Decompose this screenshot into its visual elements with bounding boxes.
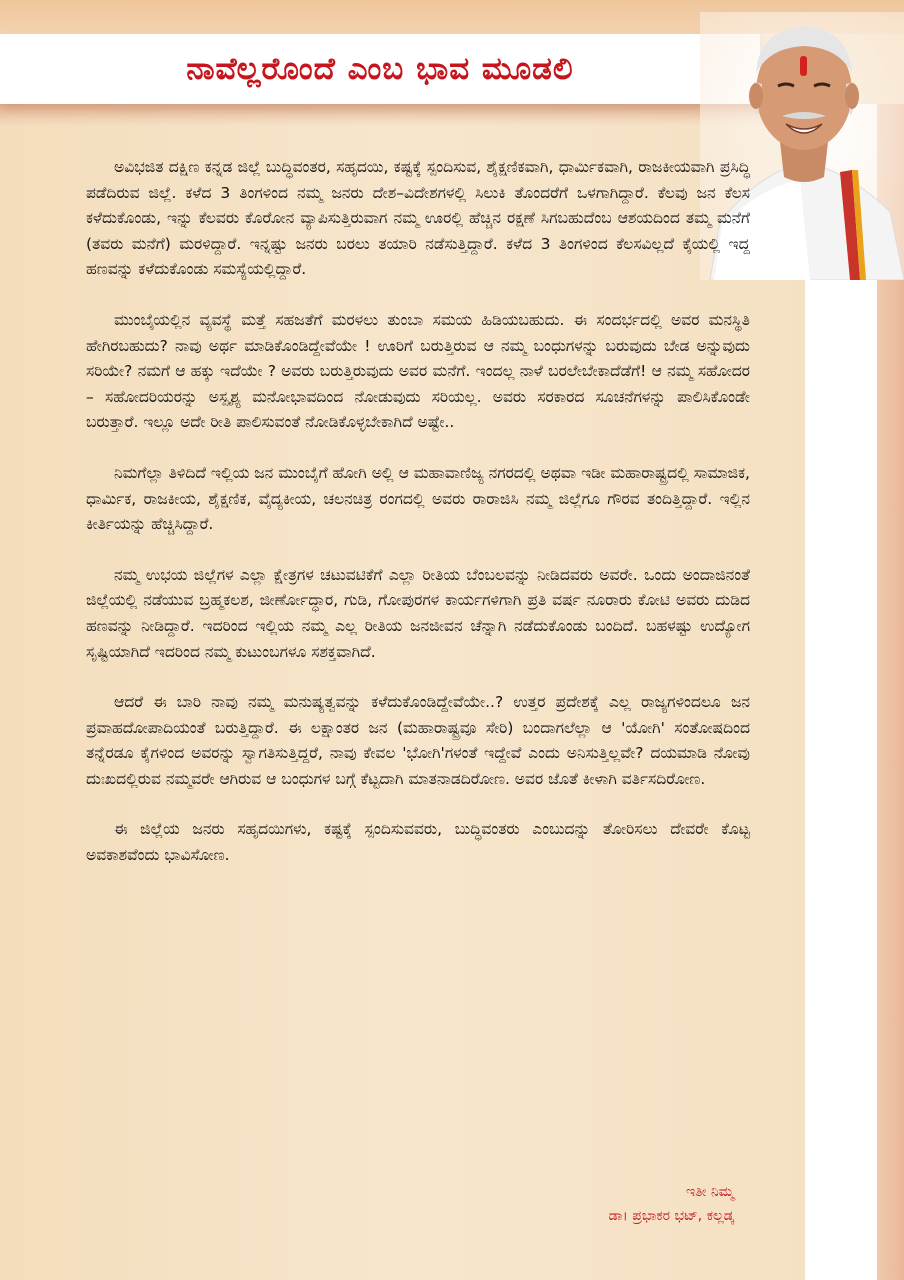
- article-body: [86, 155, 750, 894]
- paragraph-1: ಅವಿಭಜಿತ ದಕ್ಷಿಣ ಕನ್ನಡ ಜಿಲ್ಲೆ ಬುದ್ಧಿವಂತರ, ಸಹೃದಯಿ, ಕಷ್ಟಕ್ಕೆ ಸ್ಪಂದಿಸುವ, ಶೈಕ್ಷಣಿಕವಾಗಿ, ಧಾರ್ಮಿಕವಾಗಿ, ರಾಜಕೀಯವಾಗಿ ಪ್ರಸಿದ್ಧಿ ಪಡೆದಿರುವ ಜಿಲ್ಲೆ. ಕಳೆದ 3 ತಿಂಗಳಿಂದ ನಮ್ಮ ಜನರು ದೇಶ–ವಿದೇಶಗಳಲ್ಲಿ ಸಿಲುಕಿ ತೊಂದರೆಗೆ ಒಳಗಾಗಿದ್ದಾರೆ. ಕೆಲವು ಜನ ಕೆಲಸ ಕಳೆದುಕೊಂಡು, ಇನ್ನು ಕೆಲವರು ಕೊರೋನ ವ್ಯಾಪಿಸುತ್ತಿರುವಾಗ ನಮ್ಮ ಊರಲ್ಲಿ ಹೆಚ್ಚಿನ ರಕ್ಷಣೆ ಸಿಗಬಹುದೆಂಬ ಆಶಯದಿಂದ ತಮ್ಮ ಮನೆಗೆ (ತವರು ಮನೆಗೆ) ಮರಳಿದ್ದಾರೆ. ಇನ್ನಷ್ಟು ಜನರು ಬರಲು ತಯಾರಿ ನಡೆಸುತ್ತಿದ್ದಾರೆ. ಕಳೆದ 3 ತಿಂಗಳಿಂದ ಕೆಲಸವಿಲ್ಲದೆ ಕೈಯಲ್ಲಿ ಇದ್ದ ಹಣವನ್ನು ಕಳೆದುಕೊಂಡು ಸಮಸ್ಯೆಯಲ್ಲಿದ್ದಾರೆ.: [86, 158, 750, 279]
- right-white-strip: [805, 104, 877, 1280]
- paragraph-3: ನಿಮಗೆಲ್ಲಾ ತಿಳಿದಿದೆ ಇಲ್ಲಿಯ ಜನ ಮುಂಬೈಗೆ ಹೋಗಿ ಅಲ್ಲಿ ಆ ಮಹಾವಾಣಿಜ್ಯ ನಗರದಲ್ಲಿ ಅಥವಾ ಇಡೀ ಮಹಾರಾಷ್ಟ್ರದಲ್ಲಿ ಸಾಮಾಜಿಕ, ಧಾರ್ಮಿಕ, ರಾಜಕೀಯ, ಶೈಕ್ಷಣಿಕ, ವೈದ್ಯಕೀಯ, ಚಲನಚಿತ್ರ ರಂಗದಲ್ಲಿ ಅವರು ರಾರಾಜಿಸಿ ನಮ್ಮ ಜಿಲ್ಲೆಗೂ ಗೌರವ ತಂದಿತ್ತಿದ್ದಾರೆ. ಇಲ್ಲಿನ ಕೀರ್ತಿಯನ್ನು ಹೆಚ್ಚಿಸಿದ್ದಾರೆ.: [86, 463, 750, 534]
- signature-block: [609, 1180, 734, 1228]
- paragraph-6: ಈ ಜಿಲ್ಲೆಯ ಜನರು ಸಹೃದಯಿಗಳು, ಕಷ್ಟಕ್ಕೆ ಸ್ಪಂದಿಸುವವರು, ಬುದ್ಧಿವಂತರು ಎಂಬುದನ್ನು ತೋರಿಸಲು ದೇವರೇ ಕೊಟ್ಟ ಅವಕಾಶವೆಂದು ಭಾವಿಸೋಣ.: [86, 820, 750, 865]
- signature-closing: ಇತೀ ನಿಮ್ಮ: [685, 1184, 734, 1200]
- title-banner: [0, 34, 760, 104]
- title-shadow: [0, 104, 800, 126]
- right-edge-stripe: [877, 104, 904, 1280]
- signature-author: ಡಾ। ಪ್ರಭಾಕರ ಭಟ್, ಕಲ್ಲಡ್ಕ: [608, 1208, 734, 1224]
- paragraph-5: ಆದರೆ ಈ ಬಾರಿ ನಾವು ನಮ್ಮ ಮನುಷ್ಯತ್ವವನ್ನು ಕಳೆದುಕೊಂಡಿದ್ದೇವೆಯೇ..? ಉತ್ತರ ಪ್ರದೇಶಕ್ಕೆ ಎಲ್ಲ ರಾಜ್ಯಗಳಿಂದಲೂ ಜನ ಪ್ರವಾಹದೋಪಾದಿಯಂತೆ ಬರುತ್ತಿದ್ದಾರೆ. ಈ ಲಕ್ಷಾಂತರ ಜನ (ಮಹಾರಾಷ್ಟ್ರವೂ ಸೇರಿ) ಬಂದಾಗಲೆಲ್ಲಾ ಆ 'ಯೋಗಿ' ಸಂತೋಷದಿಂದ ತನ್ನೆರಡೂ ಕೈಗಳಿಂದ ಅವರನ್ನು ಸ್ವಾಗತಿಸುತ್ತಿದ್ದರೆ, ನಾವು ಕೇವಲ 'ಭೋಗಿ'ಗಳಂತೆ ಇದ್ದೇವೆ ಎಂದು ಅನಿಸುತ್ತಿಲ್ಲವೇ? ದಯಮಾಡಿ ನೋವು ದುಃಖದಲ್ಲಿರುವ ನಮ್ಮವರೇ ಆಗಿರುವ ಆ ಬಂಧುಗಳ ಬಗ್ಗೆ ಕೆಟ್ಟದಾಗಿ ಮಾತನಾಡದಿರೋಣ. ಅವರ ಜೊತೆ ಕೀಳಾಗಿ ವರ್ತಿಸದಿರೋಣ.: [86, 693, 750, 788]
- page-title: ನಾವೆಲ್ಲರೊಂದೆ ಎಂಬ ಭಾವ ಮೂಡಲಿ: [186, 50, 574, 87]
- paragraph-4: ನಮ್ಮ ಉಭಯ ಜಿಲ್ಲೆಗಳ ಎಲ್ಲಾ ಕ್ಷೇತ್ರಗಳ ಚಟುವಟಿಕೆಗೆ ಎಲ್ಲಾ ರೀತಿಯ ಬೆಂಬಲವನ್ನು ನೀಡಿದವರು ಅವರೇ. ಒಂದು ಅಂದಾಜಿನಂತೆ ಜಿಲ್ಲೆಯಲ್ಲಿ ನಡೆಯುವ ಬ್ರಹ್ಮಕಲಶ, ಜೀರ್ಣೋದ್ಧಾರ, ಗುಡಿ, ಗೋಪುರಗಳ ಕಾರ್ಯಗಳಿಗಾಗಿ ಪ್ರತಿ ವರ್ಷ ನೂರಾರು ಕೋಟಿ ಅವರು ದುಡಿದ ಹಣವನ್ನು ನೀಡಿದ್ದಾರೆ. ಇದರಿಂದ ಇಲ್ಲಿಯ ನಮ್ಮ ಎಲ್ಲ ರೀತಿಯ ಜನಜೀವನ ಚೆನ್ನಾಗಿ ನಡೆದುಕೊಂಡು ಬಂದಿದೆ. ಬಹಳಷ್ಟು ಉದ್ಯೋಗ ಸೃಷ್ಟಿಯಾಗಿದೆ ಇದರಿಂದ ನಮ್ಮ ಕುಟುಂಬಗಳೂ ಸಶಕ್ತವಾಗಿದೆ.: [86, 565, 750, 661]
- paragraph-2: ಮುಂಬೈಯಲ್ಲಿನ ವ್ಯವಸ್ಥೆ ಮತ್ತೆ ಸಹಜತೆಗೆ ಮರಳಲು ತುಂಬಾ ಸಮಯ ಹಿಡಿಯಬಹುದು. ಈ ಸಂದರ್ಭದಲ್ಲಿ ಅವರ ಮನಸ್ಥಿತಿ ಹೇಗಿರಬಹುದು? ನಾವು ಅರ್ಥ ಮಾಡಿಕೊಂಡಿದ್ದೇವೆಯೇ ! ಊರಿಗೆ ಬರುತ್ತಿರುವ ಆ ನಮ್ಮ ಬಂಧುಗಳನ್ನು ಬರುವುದು ಬೇಡ ಅನ್ನುವುದು ಸರಿಯೇ? ನಮಗೆ ಆ ಹಕ್ಕು ಇದೆಯೇ ? ಅವರು ಬರುತ್ತಿರುವುದು ಅವರ ಮನೆಗೆ. ಇಂದಲ್ಲ ನಾಳೆ ಬರಲೇಬೇಕಾದೆಡೆಗೆ! ಆ ನಮ್ಮ ಸಹೋದರ – ಸಹೋದರಿಯರನ್ನು ಅಸ್ಪೃಶ್ಯ ಮನೋಭಾವದಿಂದ ನೋಡುವುದು ಸರಿಯಲ್ಲ. ಅವರು ಸರಕಾರದ ಸೂಚನೆಗಳನ್ನು ಪಾಲಿಸಿಕೊಂಡೇ ಬರುತ್ತಾರೆ. ಇಲ್ಲೂ ಅದೇ ರೀತಿ ಪಾಲಿಸುವಂತೆ ನೋಡಿಕೊಳ್ಳಬೇಕಾಗಿದೆ ಅಷ್ಟೇ..: [86, 310, 750, 432]
